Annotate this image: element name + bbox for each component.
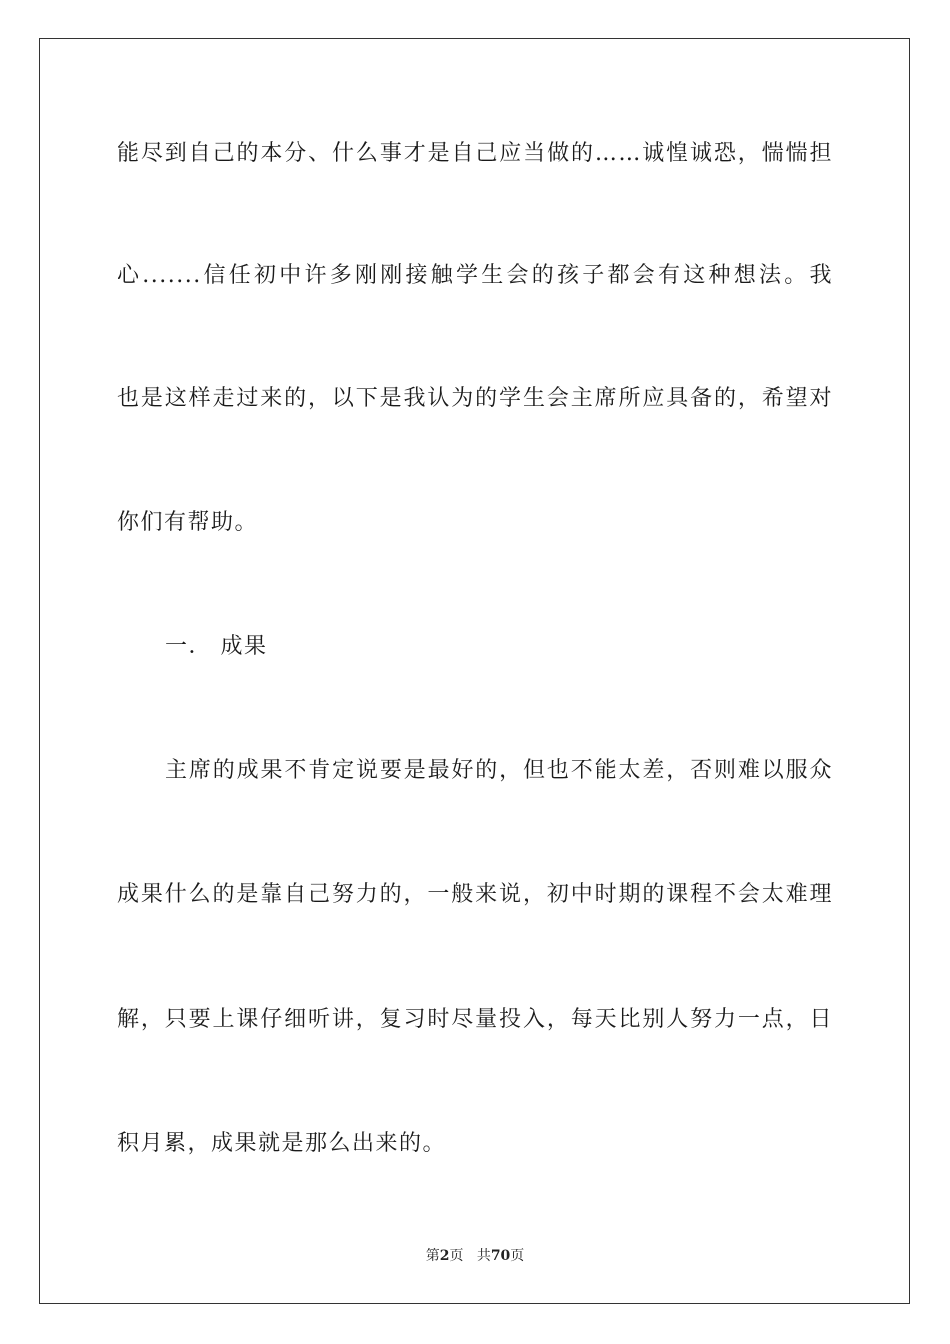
- paragraph-line-6: 成果什么的是靠自己努力的，一般来说，初中时期的课程不会太难理: [117, 882, 833, 907]
- paragraph-line-1: 能尽到自己的本分、什么事才是自己应当做的……诚惶诚恐，惴惴担: [117, 141, 833, 166]
- paragraph-line-4: 你们有帮助。: [117, 510, 259, 535]
- paragraph-line-3: 也是这样走过来的，以下是我认为的学生会主席所应具备的，希望对: [117, 386, 833, 411]
- paragraph-line-2: 心.......信任初中许多刚刚接触学生会的孩子都会有这种想法。我: [117, 263, 833, 288]
- footer-total-pages: 70: [490, 1248, 511, 1264]
- page-border: [39, 38, 910, 1304]
- paragraph-line-7: 解，只要上课仔细听讲，复习时尽量投入，每天比别人努力一点，日: [117, 1007, 833, 1032]
- footer-page-number: 2: [439, 1248, 450, 1264]
- footer-total-prefix: 共: [476, 1248, 491, 1264]
- footer-page-prefix: 第: [425, 1248, 440, 1264]
- section-heading: 一． 成果: [165, 634, 268, 659]
- page-footer: [0, 1246, 950, 1266]
- paragraph-line-8: 积月累，成果就是那么出来的。: [117, 1131, 447, 1156]
- footer-total-suffix: 页: [510, 1248, 525, 1264]
- footer-page-suffix: 页: [449, 1248, 464, 1264]
- paragraph-line-5: 主席的成果不肯定说要是最好的，但也不能太差，否则难以服众: [165, 758, 833, 783]
